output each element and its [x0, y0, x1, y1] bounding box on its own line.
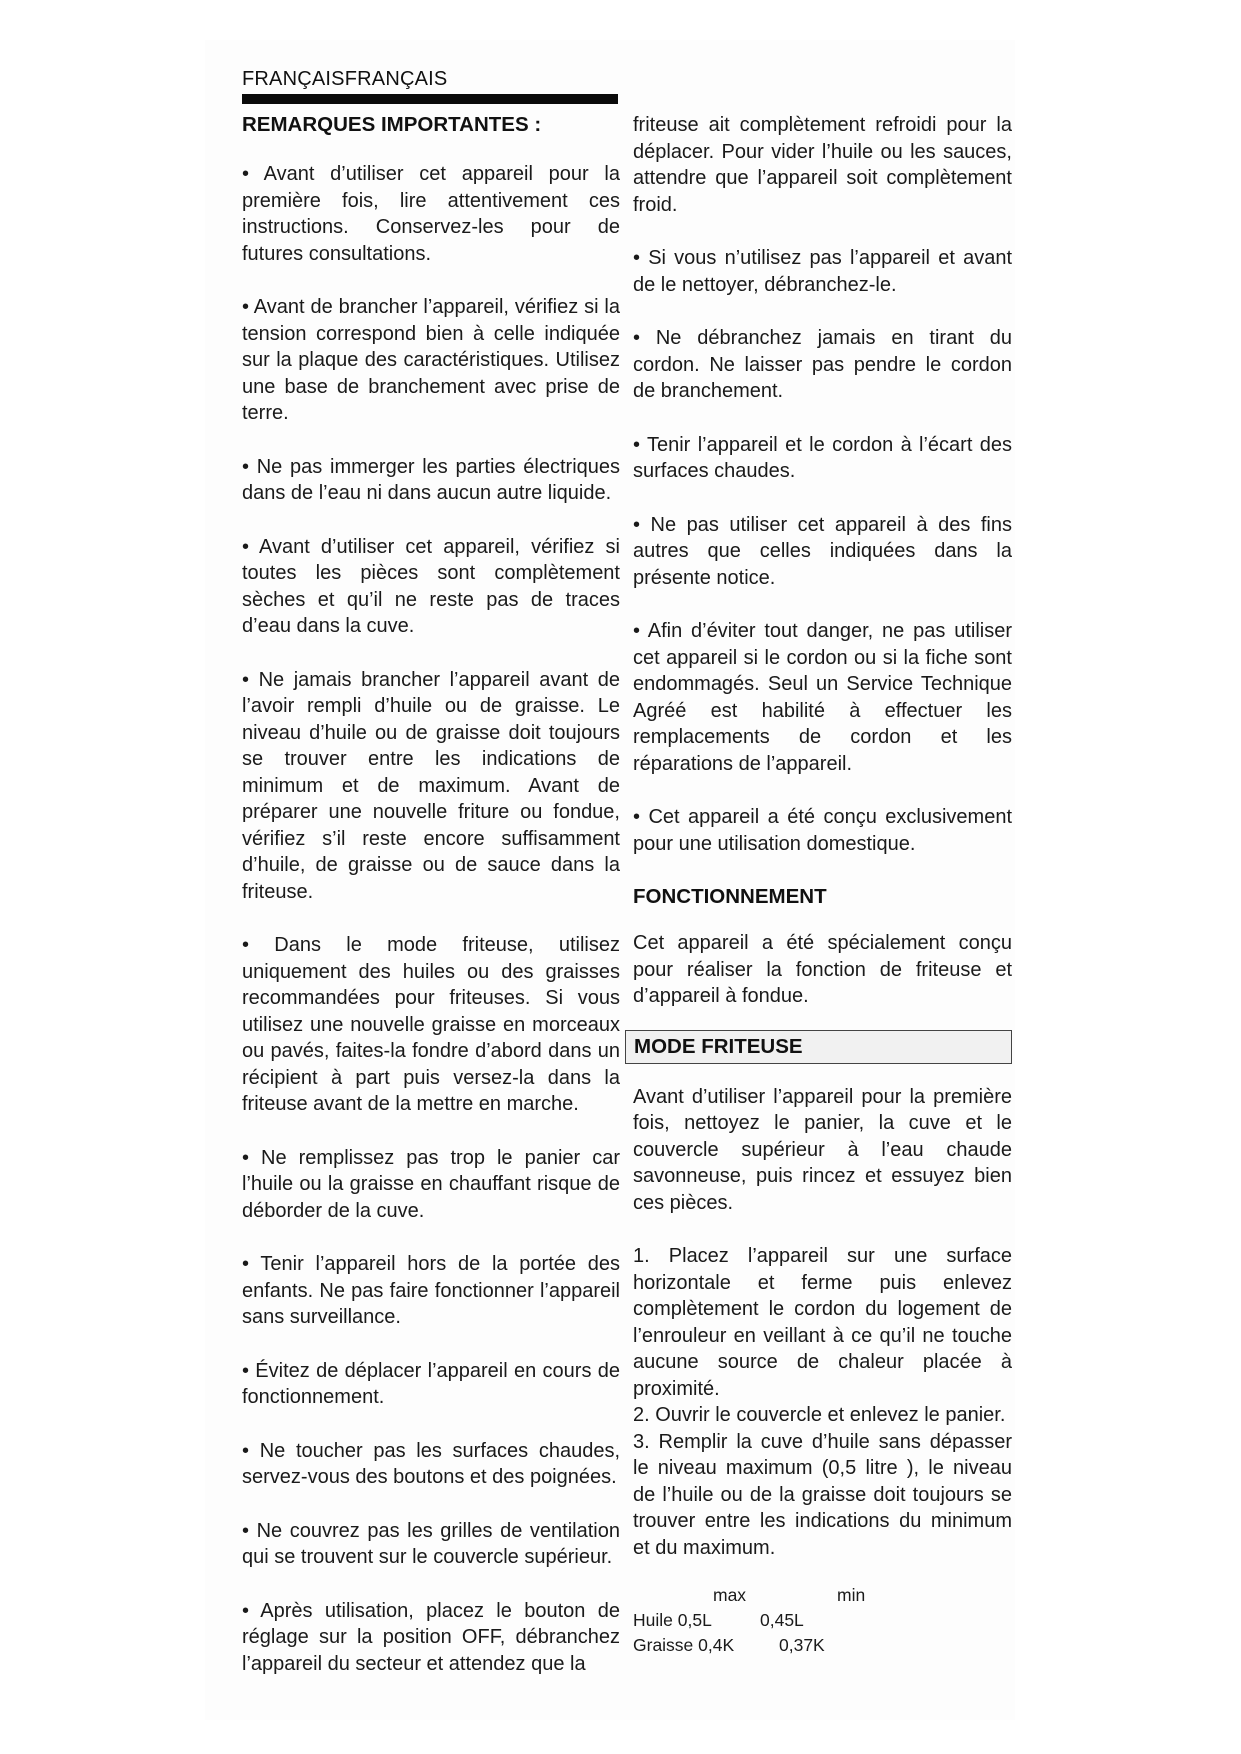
step-1: 1. Placez l’appareil sur une surface horizontale et ferme puis enlevez complètement le cordon du logement de l’enrouleur en veillant à ce qu’il ne touche aucune source de chaleur placée à proximité.: [633, 1245, 1012, 1400]
table-cell-fat-min: 0,37K: [779, 1635, 825, 1655]
table-header-max: max: [713, 1585, 747, 1605]
paragraph-cooling: friteuse ait complètement refroidi pour la déplacer. Pour vider l’huile ou les sauces, attendre que l’appareil soit complètement froid.: [633, 114, 1012, 216]
paragraph-cord-hot-surfaces: • Tenir l’appareil et le cordon à l’écart des surfaces chaudes.: [633, 433, 1012, 482]
table-row: [633, 1633, 1012, 1658]
right-column: [633, 112, 1012, 1658]
paragraph-domestic-use: • Cet appareil a été conçu exclusivement pour une utilisation domestique.: [633, 806, 1012, 855]
table-cell-oil-min: 0,45L: [760, 1610, 804, 1630]
paragraph-first-use: • Avant d’utiliser cet appareil pour la première fois, lire attentivement ces instructions. Conservez-les pour de futures consultations.: [242, 163, 620, 265]
paragraph-after-use: • Après utilisation, placez le bouton de réglage sur la position OFF, débranchez l’appareil du secteur et attendez que la: [242, 1599, 620, 1675]
paragraph-cord-pull: • Ne débranchez jamais en tirant du cordon. Ne laisser pas pendre le cordon de branchement.: [633, 327, 1012, 402]
paragraph-fonctionnement: Cet appareil a été spécialement conçu pour réaliser la fonction de friteuse et d’appareil à fondue.: [633, 932, 1012, 1007]
paragraph-recommended-oils: • Dans le mode friteuse, utilisez uniquement des huiles ou des graisses recommandées pour friteuses. Si vous utilisez une nouvelle graisse en morceaux ou pavés, faites-la fondre d’abord dans un récipient à part puis versez-la dans la friteuse avant de la mettre en marche.: [242, 934, 620, 1115]
mode-friteuse-box: MODE FRITEUSE: [625, 1030, 1012, 1064]
table-header-cell: [633, 1583, 713, 1608]
paragraph-unplug-cleaning: • Si vous n’utilisez pas l’appareil et avant de le nettoyer, débranchez-le.: [633, 247, 1012, 296]
paragraph-no-moving: • Évitez de déplacer l’appareil en cours de fonctionnement.: [242, 1359, 620, 1408]
table-cell-fat-max: Graisse 0,4K: [633, 1635, 735, 1655]
table-cell-oil-max: Huile 0,5L: [633, 1610, 712, 1630]
paragraph-oil-level: • Ne jamais brancher l’appareil avant de l’avoir rempli d’huile ou de graisse. Le niveau d’huile ou de graisse doit toujours se trouver entre les indications de minimum et de maximum. Avant de préparer une nouvelle friture ou fondue, vérifiez s’il reste encore suffisamment d’huile, de graisse ou de sauce dans la friteuse.: [242, 668, 620, 903]
paragraph-voltage: • Avant de brancher l’appareil, vérifiez si la tension correspond bien à celle indiquée sur la plaque des caractéristiques. Utilisez une base de branchement avec prise de terre.: [242, 296, 620, 424]
paragraph-basket-overfill: • Ne remplissez pas trop le panier car l’huile ou la graisse en chauffant risque de déborder de la cuve.: [242, 1146, 620, 1222]
level-table-header: [633, 1583, 1012, 1608]
header-rule: [242, 94, 618, 104]
level-table: [633, 1583, 1012, 1658]
table-row: [633, 1608, 1012, 1633]
paragraph-dry-parts: • Avant d’utiliser cet appareil, vérifiez si toutes les pièces sont complètement sèches et qu’il ne reste pas de traces d’eau dans la cuve.: [242, 535, 620, 637]
paragraph-children: • Tenir l’appareil hors de la portée des enfants. Ne pas faire fonctionner l’appareil sans surveillance.: [242, 1253, 620, 1328]
table-header-min: min: [837, 1585, 866, 1605]
heading-fonctionnement: FONCTIONNEMENT: [633, 885, 827, 908]
paragraph-mode-intro: Avant d’utiliser l’appareil pour la première fois, nettoyez le panier, la cuve et le couvercle supérieur à l’eau chaude savonneuse, puis rincez et essuyez bien ces pièces.: [633, 1085, 1012, 1214]
paragraph-hot-surfaces: • Ne toucher pas les surfaces chaudes, servez-vous des boutons et des poignées.: [242, 1439, 620, 1488]
heading-remarques: REMARQUES IMPORTANTES :: [242, 113, 542, 136]
step-2: 2. Ouvrir le couvercle et enlevez le panier.: [633, 1404, 1006, 1426]
step-3: 3. Remplir la cuve d’huile sans dépasser le niveau maximum (0,5 litre ), le niveau de l’huile ou de la graisse doit toujours se trouver entre les indications du minimum et du maximum.: [633, 1430, 1012, 1559]
paragraph-damaged-cord: • Afin d’éviter tout danger, ne pas utiliser cet appareil si le cordon ou si la fiche sont endommagés. Seul un Service Technique Agréé est habilité à effectuer les remplacements de cordon et les réparations de l’appareil.: [633, 620, 1012, 775]
paragraph-intended-use: • Ne pas utiliser cet appareil à des fins autres que celles indiquées dans la présente notice.: [633, 513, 1012, 589]
paragraph-ventilation: • Ne couvrez pas les grilles de ventilation qui se trouvent sur le couvercle supérieur.: [242, 1519, 620, 1568]
left-column: [242, 112, 620, 1677]
paragraph-no-immersion: • Ne pas immerger les parties électriques dans de l’eau ni dans aucun autre liquide.: [242, 455, 620, 504]
language-label: FRANÇAISFRANÇAIS: [242, 68, 448, 90]
